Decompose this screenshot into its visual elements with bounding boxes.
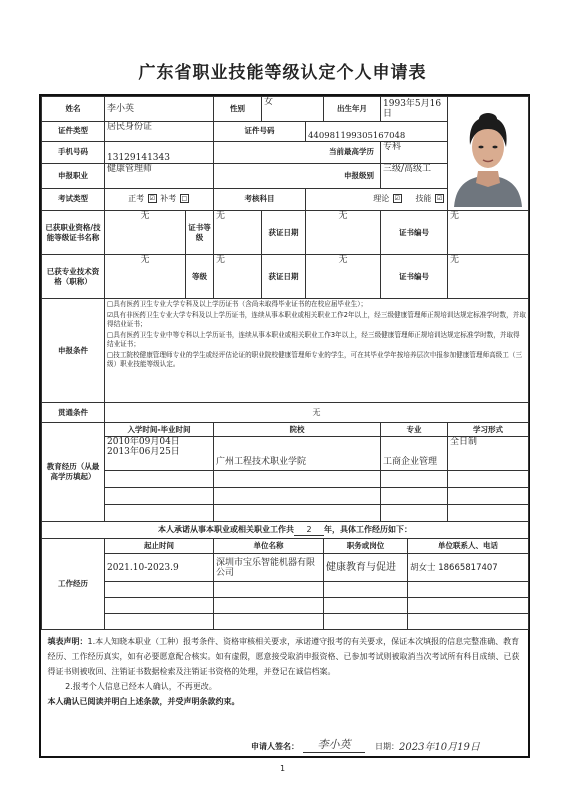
title-cert-label: 已获专业技术资格（职称） (42, 255, 105, 299)
id-number-value: 440981199305167048 (306, 121, 448, 141)
subject-skill-checkbox[interactable]: ☑ (436, 195, 443, 203)
edu-time-start: 2010年09月04日 (107, 437, 180, 447)
condition-item[interactable]: □具有医药卫生专业大学专科及以上学历证书（含尚未取得毕业证书的在校应届毕业生）； (107, 300, 368, 308)
education-label: 教育经历（从最高学历填起） (42, 423, 105, 522)
edu-empty-cell (105, 488, 214, 505)
work-label: 工作经历 (42, 539, 105, 630)
work-header-unit: 单位名称 (214, 539, 324, 554)
form-title: 广东省职业技能等级认定个人申请表 (138, 63, 427, 83)
job-label: 申报职业 (42, 163, 105, 188)
edu-empty-cell (381, 488, 448, 505)
page-number: 1 (279, 764, 286, 773)
work-commitment (42, 522, 529, 539)
work-empty-cell (408, 582, 529, 598)
work-header-contact: 单位联系人、电话 (408, 539, 529, 554)
cert-number-value: 无 (448, 211, 529, 255)
edu-empty-cell (381, 505, 448, 522)
edu-empty-cell (448, 505, 529, 522)
cert-name-value: 无 (105, 211, 186, 255)
applicant-photo (448, 97, 529, 211)
condition-item[interactable]: □技工院校健康管理师专业的学生或经评估论证的职业院校健康管理师专业的学生，可在其毕业学年按培养层次申报参加健康管理师高级工（三级）职业技能等级认定。 (107, 351, 523, 368)
form-table (41, 96, 529, 713)
title-cert-value: 无 (105, 255, 186, 299)
exam-type-makeup-checkbox[interactable]: □ (181, 195, 188, 203)
title-number-value: 无 (448, 255, 529, 299)
edu-header-major: 专业 (381, 423, 448, 437)
name-label: 姓名 (42, 97, 105, 122)
edu-form: 全日制 (448, 437, 529, 471)
title-level-label: 等级 (186, 255, 214, 299)
sign-date: 2023年10月19日 (399, 742, 480, 753)
work-commit-text: 本人承诺从事本职业或相关职业工作共 (158, 524, 294, 534)
title-date-value: 无 (306, 255, 381, 299)
edu-header-school: 院校 (214, 423, 381, 437)
gender-label: 性别 (214, 97, 262, 122)
job-level-label: 申报级别 (214, 163, 381, 188)
edu-header-time: 入学时间-毕业时间 (105, 423, 214, 437)
work-empty-cell (214, 614, 324, 630)
work-years: 2 (294, 525, 324, 536)
cert-name-label: 已获职业资格/技能等级证书名称 (42, 211, 105, 255)
gender-value: 女 (262, 97, 324, 122)
subject-theory-checkbox[interactable]: ☑ (394, 195, 400, 203)
job-level-value: 三级/高级工 (381, 163, 448, 188)
subject-options (306, 188, 448, 210)
work-empty-cell (408, 598, 529, 614)
work-empty-cell (324, 614, 408, 630)
declaration-confirm: 本人确认已阅读并明白上述条款，并受声明条款约束。 (47, 697, 240, 706)
edu-empty-cell (448, 471, 529, 488)
phone-value: 13129141343 (105, 141, 214, 163)
work-header-time: 起止时间 (105, 539, 214, 554)
edu-empty-cell (214, 505, 381, 522)
work-header-post: 职务或岗位 (324, 539, 408, 554)
edu-empty-cell (214, 471, 381, 488)
work-empty-cell (105, 582, 214, 598)
subject-theory-label: 理论 (373, 194, 390, 204)
id-number-label: 证件号码 (214, 121, 306, 141)
education-level-label: 当前最高学历 (214, 141, 381, 163)
edu-empty-cell (105, 471, 214, 488)
work-empty-cell (105, 614, 214, 630)
subject-skill-label: 技能 (415, 194, 432, 204)
signature-label: 申请人签名： (251, 742, 299, 751)
work-unit: 深圳市宝乐智能机器有限公司 (214, 554, 324, 582)
birth-value: 1993年5月16日 (381, 97, 448, 122)
edu-time-end: 2013年06月25日 (107, 447, 180, 457)
through-label: 贯通条件 (42, 403, 105, 423)
cert-number-label: 证书编号 (381, 211, 448, 255)
birth-label: 出生年月 (324, 97, 381, 122)
cert-level-label: 证书等级 (186, 211, 214, 255)
edu-empty-cell (381, 471, 448, 488)
condition-item[interactable]: ☑具有非医药卫生专业大学专科及以上学历证书，连续从事本职业或相关职业工作2年以上，经三级健康管理师正规培训达规定标准学时数，并取得结业证书； (107, 311, 526, 328)
declaration-paragraph-1: 1.本人知晓本职业（工种）报考条件、资格审核相关要求，承诺遵守报考的有关要求，保证本次填报的信息完整准确、教育经历、工作经历真实，如有必要愿意配合核实。如有虚假，愿意接受取消申报资格、已参加考试则被取消当次考试所有科目成绩、已获得证书则被收回、注销证书数据检索及注销证书资格的处理，并登记在诚信档案。 (47, 637, 520, 676)
condition-item[interactable]: □具有医药卫生专业中等专科以上学历证书，连续从事本职业或相关职业工作3年以上，经三级健康管理师正规培训达规定标准学时数，并取得结业证书； (107, 331, 520, 348)
title-level-value: 无 (214, 255, 262, 299)
exam-type-normal-label: 正考 (128, 194, 145, 204)
education-level-value: 专科 (381, 141, 448, 163)
declaration-head: 填表声明： (47, 637, 88, 646)
cert-date-label: 获证日期 (262, 211, 306, 255)
work-empty-cell (105, 598, 214, 614)
edu-empty-cell (448, 488, 529, 505)
edu-major: 工商企业管理 (381, 437, 448, 471)
application-form (39, 94, 530, 758)
work-post: 健康教育与促进 (324, 554, 408, 582)
portrait-photo (448, 97, 528, 207)
job-value: 健康管理师 (105, 163, 214, 188)
work-empty-cell (214, 582, 324, 598)
work-empty-cell (408, 614, 529, 630)
subject-label: 考核科目 (214, 188, 306, 210)
title-date-label: 获证日期 (262, 255, 306, 299)
work-empty-cell (214, 598, 324, 614)
work-commit-tail: 年，具体工作经历如下： (324, 524, 412, 534)
id-type-label: 证件类型 (42, 121, 105, 141)
declaration-paragraph-2: 2.报考个人信息已经本人确认，不再更改。 (65, 682, 217, 691)
edu-empty-cell (214, 488, 381, 505)
title-number-label: 证书编号 (381, 255, 448, 299)
applicant-signature: 李小英 (303, 736, 365, 753)
conditions-label: 申报条件 (42, 299, 105, 403)
date-label: 日期： (375, 742, 399, 751)
declaration (42, 630, 529, 714)
cert-level-value: 无 (214, 211, 262, 255)
phone-label: 手机号码 (42, 141, 105, 163)
through-value: 无 (105, 403, 529, 423)
exam-type-makeup-label: 补考 (160, 194, 177, 204)
work-contact: 胡女士 18665817407 (408, 554, 529, 582)
exam-type-normal-checkbox[interactable]: ☑ (149, 195, 155, 203)
edu-header-form: 学习形式 (448, 423, 529, 437)
exam-type-label: 考试类型 (42, 188, 105, 210)
work-empty-cell (324, 582, 408, 598)
conditions-list (105, 299, 529, 403)
edu-time (105, 437, 214, 471)
name-value: 李小英 (105, 97, 214, 122)
cert-date-value: 无 (306, 211, 381, 255)
edu-school: 广州工程技术职业学院 (214, 437, 381, 471)
edu-empty-cell (105, 505, 214, 522)
id-type-value: 居民身份证 (105, 121, 214, 141)
work-time: 2021.10-2023.9 (105, 554, 214, 582)
exam-type-options (105, 188, 214, 210)
work-empty-cell (324, 598, 408, 614)
